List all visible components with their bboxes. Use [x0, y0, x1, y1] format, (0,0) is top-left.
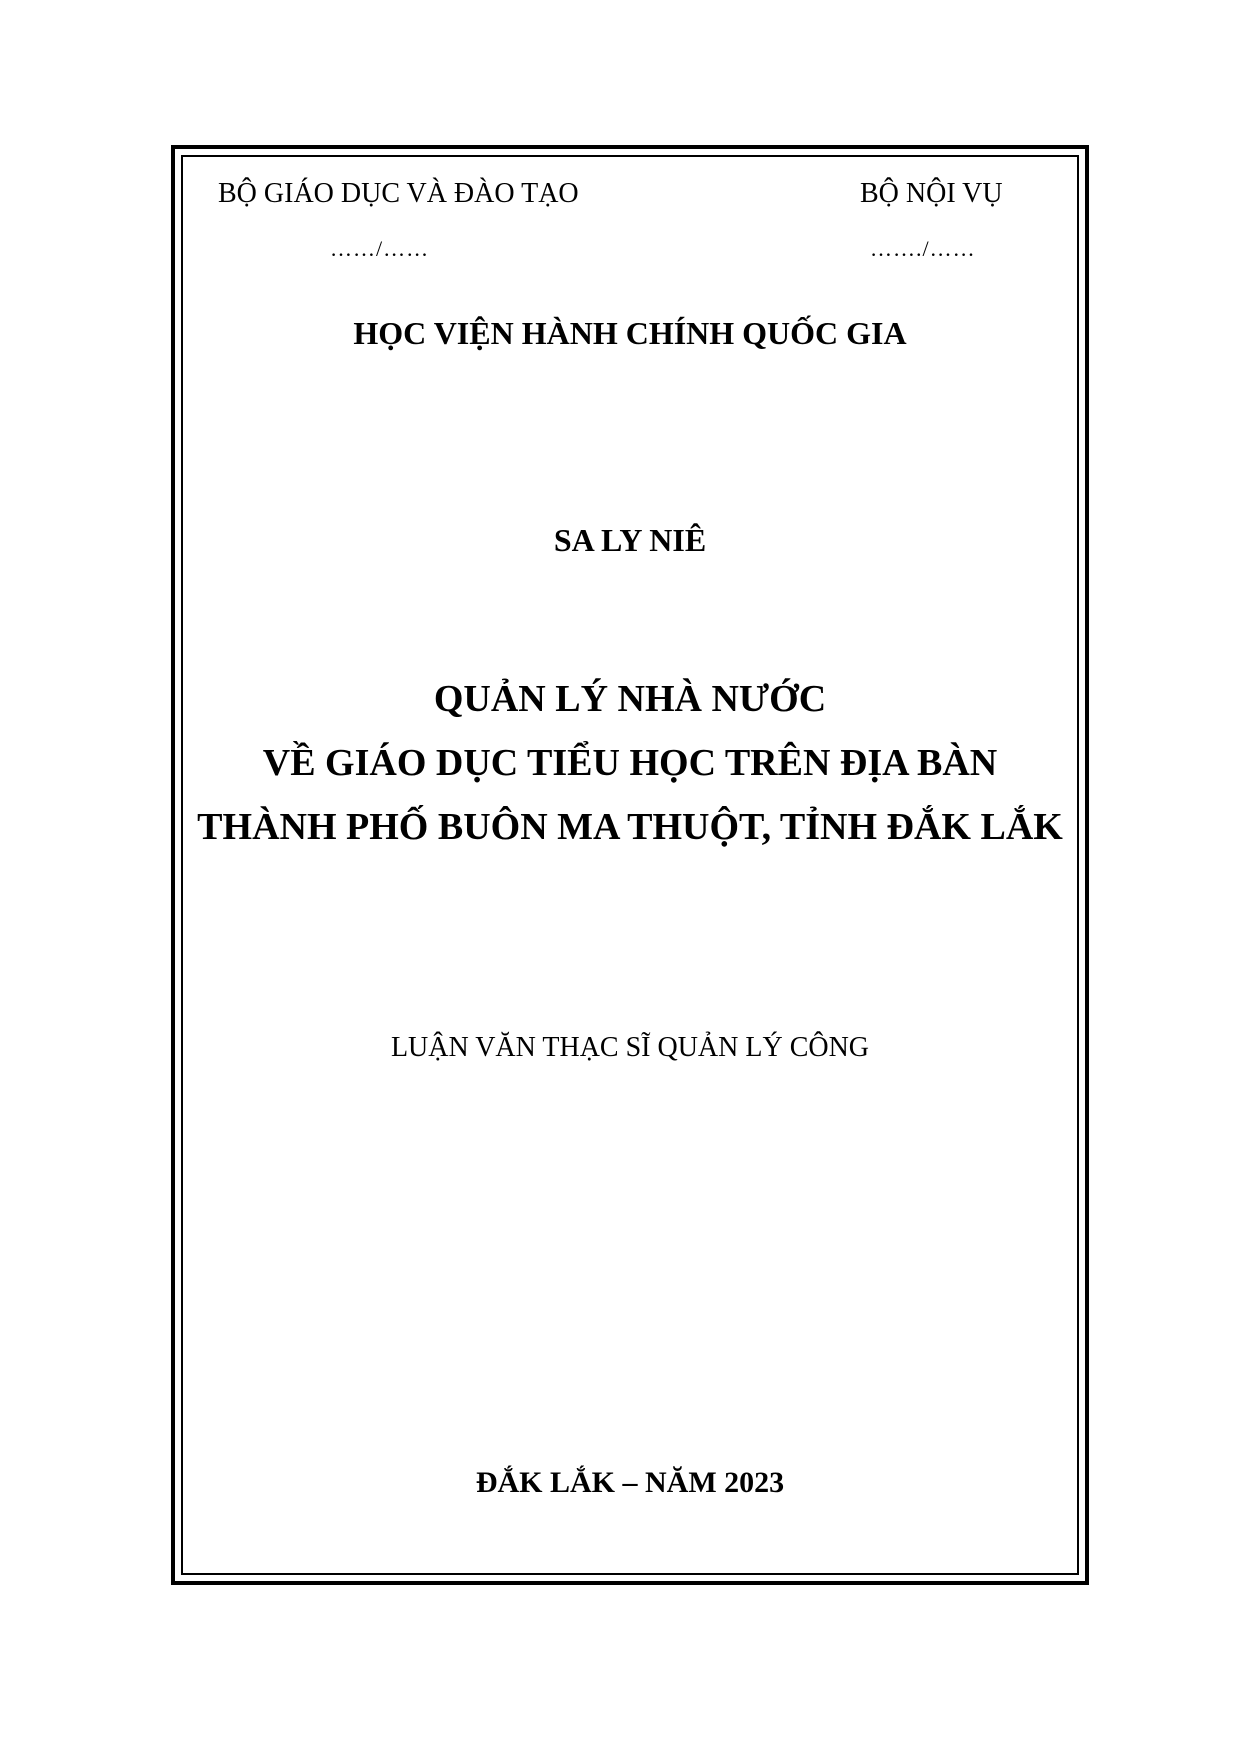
author-name: SA LY NIÊ [553, 522, 707, 558]
reference-number-right: ……./…… [870, 236, 976, 261]
reference-number-left: ……/…… [330, 236, 430, 261]
institution-name: HỌC VIỆN HÀNH CHÍNH QUỐC GIA [353, 315, 907, 351]
ministry-left: BỘ GIÁO DỤC VÀ ĐÀO TẠO [218, 178, 579, 209]
degree-type: LUẬN VĂN THẠC SĨ QUẢN LÝ CÔNG [390, 1032, 870, 1063]
thesis-title-line-2: VỀ GIÁO DỤC TIỂU HỌC TRÊN ĐỊA BÀN [262, 742, 998, 784]
thesis-title-line-3: THÀNH PHỐ BUÔN MA THUỘT, TỈNH ĐẮK LẮK [197, 806, 1063, 848]
thesis-title-line-1: QUẢN LÝ NHÀ NƯỚC [433, 678, 827, 720]
cover-border-inner [181, 155, 1079, 1575]
ministry-right: BỘ NỘI VỤ [860, 178, 1003, 209]
place-and-year: ĐẮK LẮK – NĂM 2023 [475, 1466, 785, 1499]
